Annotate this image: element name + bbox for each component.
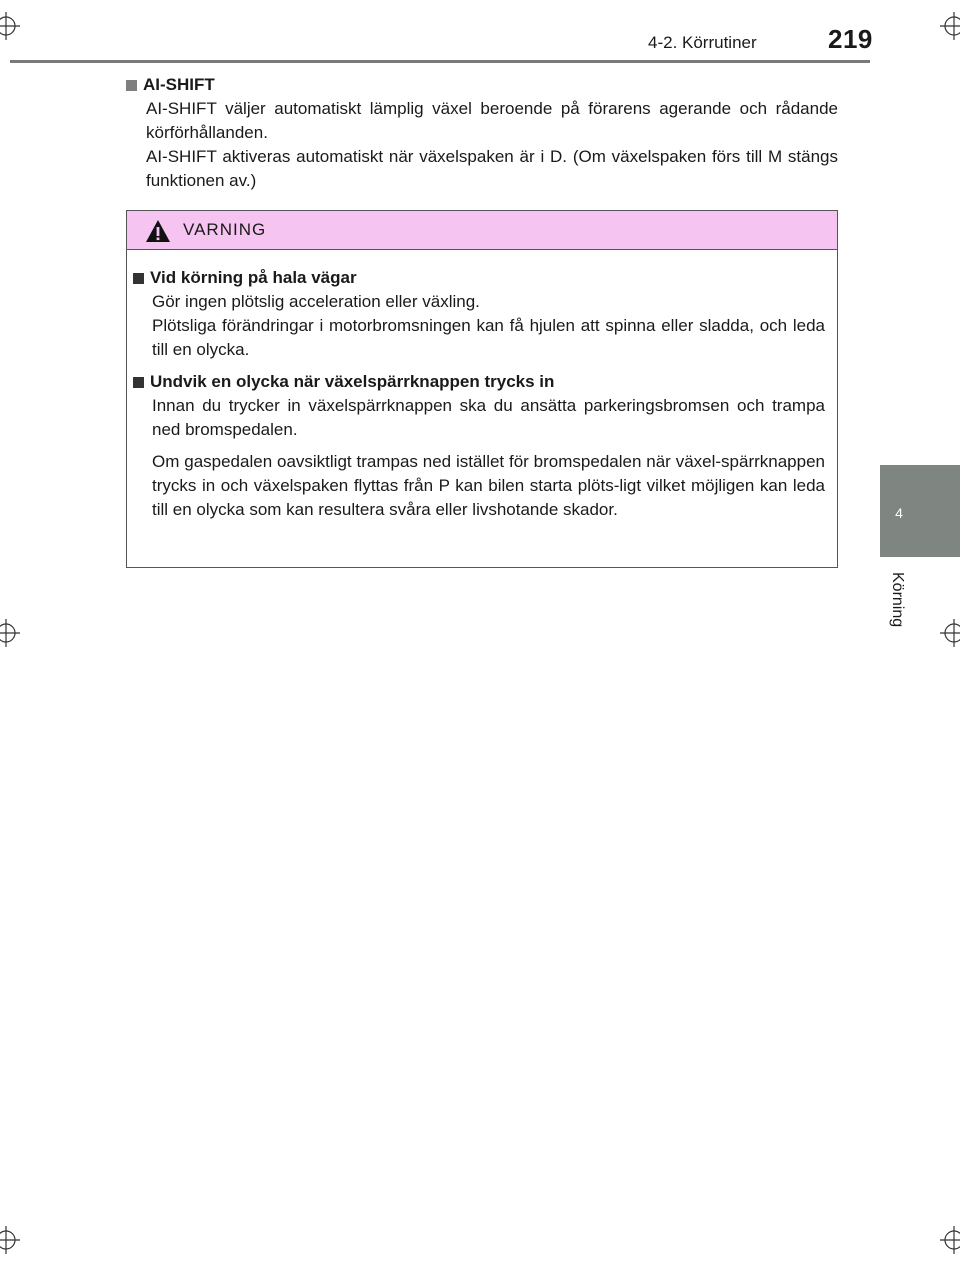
warning-item-heading-text: Vid körning på hala vägar (150, 268, 357, 287)
section-heading-text: AI-SHIFT (143, 75, 215, 94)
warning-item-heading (133, 370, 825, 394)
chapter-tab (880, 465, 960, 557)
warning-title: VARNING (183, 220, 267, 239)
paragraph: Plötsliga förändringar i motorbromsningen kan få hjulen att spinna eller sladda, och leda till en olycka. (152, 316, 825, 359)
warning-body (127, 250, 837, 522)
paragraph: Innan du trycker in växelspärrknappen ska du ansätta parkeringsbromsen och trampa ned bromspedalen. (152, 396, 825, 439)
crop-mark-icon (940, 1226, 960, 1254)
warning-box (126, 210, 838, 568)
square-bullet-icon (133, 273, 144, 284)
paragraph: AI-SHIFT väljer automatiskt lämplig växel beroende på förarens agerande och rådande körförhållanden. (146, 99, 838, 142)
warning-header (127, 211, 837, 250)
paragraph: Gör ingen plötslig acceleration eller växling. (152, 292, 480, 311)
warning-triangle-icon (145, 219, 171, 243)
warning-item-heading-text: Undvik en olycka när växelspärrknappen trycks in (150, 372, 555, 391)
section-heading (126, 73, 838, 97)
header-rule (10, 60, 870, 63)
crop-mark-icon (0, 1226, 20, 1254)
chapter-title-vertical (888, 572, 910, 662)
section-title: 4-2. Körrutiner (648, 33, 757, 52)
crop-mark-icon (940, 12, 960, 40)
page-number: 219 (828, 24, 873, 54)
paragraph: Om gaspedalen oavsiktligt trampas ned istället för bromspedalen när växel-spärrknappen trycks in och växelspaken flyttas från P kan bilen starta plöts-ligt vilket möjligen kan leda till en olycka som kan resultera svåra eller livshotande skador. (152, 452, 825, 519)
chapter-number: 4 (895, 505, 903, 521)
page-header (10, 0, 873, 64)
crop-mark-icon (940, 619, 960, 647)
crop-mark-icon (0, 619, 20, 647)
paragraph: AI-SHIFT aktiveras automatiskt när växelspaken är i D. (Om växelspaken förs till M stängs funktionen av.) (146, 147, 838, 190)
ai-shift-section (126, 73, 838, 193)
square-bullet-icon (126, 80, 137, 91)
chapter-title: Körning (889, 572, 906, 628)
square-bullet-icon (133, 377, 144, 388)
warning-item-heading (133, 266, 825, 290)
